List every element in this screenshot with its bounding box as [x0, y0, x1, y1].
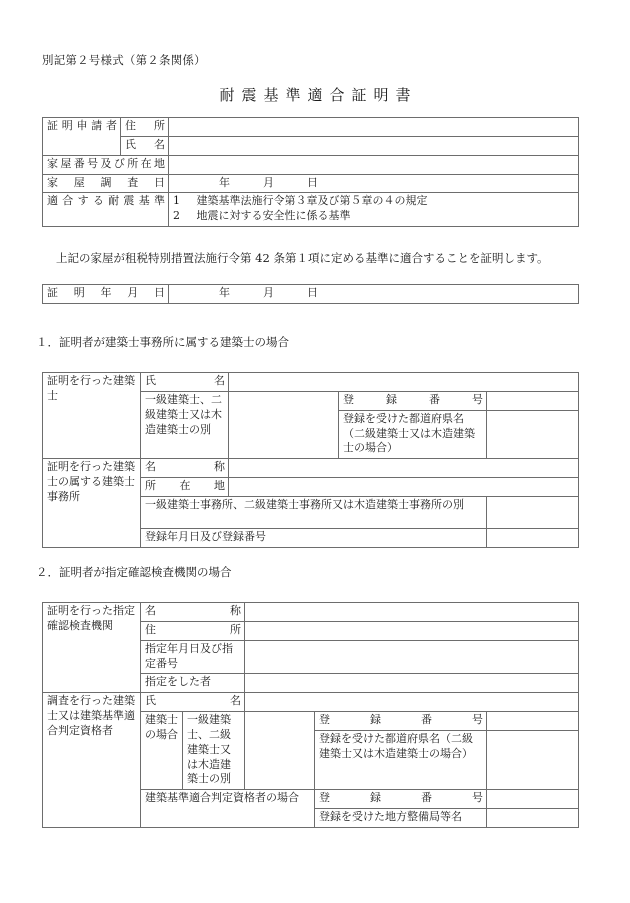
- office-class-label: [141, 496, 487, 528]
- agency-name-label: [141, 603, 245, 622]
- office-registration-label-text: 登録年月日及び登録番号: [145, 529, 266, 543]
- designator-value[interactable]: [245, 674, 579, 693]
- qualified-bureau-value[interactable]: [487, 809, 579, 828]
- office-name-value[interactable]: [229, 459, 579, 478]
- inspector-registration-number-value[interactable]: [487, 712, 579, 731]
- office-address-label-text: 所 在 地: [145, 479, 225, 493]
- architect-registration-number-value[interactable]: [487, 391, 579, 410]
- survey-date-value[interactable]: [169, 174, 579, 193]
- standard-item-1: [173, 194, 575, 209]
- agency-group-label: [43, 603, 141, 693]
- table-row: [43, 193, 579, 227]
- inspector-prefecture-label-text: 登録を受けた都道府県名（二級建築士又は木造建築士の場合）: [319, 731, 473, 760]
- architect-registration-number-label-text: 登録番号: [343, 392, 483, 406]
- designator-label-text: 指定をした者: [145, 675, 211, 689]
- qualified-registration-number-label: [315, 790, 487, 809]
- house-number-value[interactable]: [169, 155, 579, 174]
- form-number: 別記第２号様式（第２条関係）: [42, 53, 206, 67]
- agency-name-value[interactable]: [245, 603, 579, 622]
- agency-name-label-text: 名 称: [145, 604, 241, 617]
- survey-date-label: [43, 174, 169, 193]
- qualified-case-label: [141, 790, 315, 828]
- house-number-label: [43, 155, 169, 174]
- page-title: 耐震基準適合証明書: [219, 86, 418, 104]
- office-registration-label: [141, 528, 487, 547]
- certification-date-value[interactable]: [169, 285, 579, 304]
- designation-label: [141, 640, 245, 674]
- applicant-name-label: [121, 136, 169, 155]
- office-address-value[interactable]: [229, 478, 579, 497]
- architect-prefecture-value[interactable]: [487, 410, 579, 459]
- architect-name-label-text: 氏 名: [145, 374, 225, 387]
- inspector-registration-number-label-text: 登録番号: [319, 713, 483, 727]
- architect-prefecture-label-text: 登録を受けた都道府県名（二級建築士又は木造建築士の場合）: [343, 411, 475, 455]
- inspector-name-label: [141, 693, 245, 712]
- inspector-prefecture-label: [315, 730, 487, 789]
- designator-label: [141, 674, 245, 693]
- applicant-address-label: [121, 118, 169, 137]
- office-class-value[interactable]: [487, 496, 579, 528]
- standard-item-1-number: 1: [173, 194, 180, 208]
- inspector-name-value[interactable]: [245, 693, 579, 712]
- seismic-standard-label-text: 適合する耐震基準: [47, 194, 165, 208]
- table-row: [43, 603, 579, 622]
- architect-class-label: [141, 391, 229, 458]
- designation-value[interactable]: [245, 640, 579, 674]
- office-registration-value[interactable]: [487, 528, 579, 547]
- architect-class-value[interactable]: [229, 391, 339, 458]
- applicant-table: [42, 117, 579, 227]
- agency-address-label: [141, 621, 245, 640]
- architect-table: [42, 372, 579, 548]
- house-number-label-text: 家屋番号及び所在地: [47, 156, 165, 170]
- table-row: [43, 373, 579, 392]
- certification-date-value-text: 年 月 日: [219, 286, 318, 299]
- office-address-label: [141, 478, 229, 497]
- inspector-registration-number-label: [315, 712, 487, 731]
- applicant-label-text: 証明申請者: [47, 119, 117, 132]
- architect-registration-number-label: [339, 391, 487, 410]
- standard-item-2-number: 2: [173, 209, 180, 223]
- inspector-group-label-text: 調査を行った建築士又は建築基準適合判定資格者: [47, 694, 135, 737]
- survey-date-value-text: 年 月 日: [219, 175, 318, 189]
- section-1-heading: １．証明者が建築士事務所に属する建築士の場合: [36, 335, 289, 349]
- table-row: [43, 459, 579, 478]
- certification-date-label: [43, 285, 169, 304]
- architect-name-value[interactable]: [229, 373, 579, 392]
- section-2-heading: ２．証明者が指定確認検査機関の場合: [36, 565, 232, 579]
- inspector-architect-class-label: [183, 712, 245, 790]
- standard-item-2-text: 地震に対する安全性に係る基準: [196, 209, 351, 223]
- standard-item-1-text: 建築基準法施行令第３章及び第５章の４の規定: [196, 194, 428, 208]
- inspector-prefecture-value[interactable]: [487, 730, 579, 789]
- certification-date-table: [42, 284, 579, 304]
- inspector-architect-class-label-text: 一級建築士、二級建築士又は木造建築士の別: [187, 713, 231, 786]
- table-row: [43, 155, 579, 174]
- applicant-name-value[interactable]: [169, 136, 579, 155]
- inspection-body-table: [42, 602, 579, 828]
- table-row: [43, 118, 579, 137]
- survey-date-label-text: 家屋調査日: [47, 175, 165, 189]
- applicant-address-label-text: 住 所: [125, 119, 165, 132]
- qualified-bureau-label: [315, 809, 487, 828]
- table-row: [43, 693, 579, 712]
- qualified-case-label-text: 建築基準適合判定資格者の場合: [145, 791, 299, 805]
- inspector-name-label-text: 氏 名: [145, 694, 241, 708]
- architect-group-label: [43, 373, 141, 459]
- office-group-label-text: 証明を行った建築士の属する建築士事務所: [47, 460, 135, 503]
- designation-label-text: 指定年月日及び指定番号: [145, 641, 233, 670]
- office-name-label: [141, 459, 229, 478]
- architect-case-label: [141, 712, 183, 790]
- office-group-label: [43, 459, 141, 548]
- architect-prefecture-label: [339, 410, 487, 459]
- architect-class-label-text: 一級建築士、二級建築士又は木造建築士の別: [145, 392, 222, 436]
- qualified-bureau-label-text: 登録を受けた地方整備局等名: [319, 810, 462, 824]
- applicant-name-label-text: 氏 名: [125, 137, 165, 151]
- table-row: [43, 285, 579, 304]
- certification-date-label-text: 証明年月日: [47, 286, 165, 299]
- agency-address-label-text: 住 所: [145, 622, 241, 636]
- applicant-label: [43, 118, 121, 156]
- architect-group-label-text: 証明を行った建築士: [47, 374, 135, 402]
- agency-group-label-text: 証明を行った指定確認検査機関: [47, 604, 135, 632]
- architect-name-label: [141, 373, 229, 392]
- architect-case-label-text: 建築士の場合: [145, 713, 178, 741]
- table-row: [43, 136, 579, 155]
- standard-item-2: [173, 209, 575, 224]
- certification-statement: 上記の家屋が租税特別措置法施行令第 42 条第１項に定める基準に適合することを証明します。: [56, 251, 549, 265]
- office-name-label-text: 名 称: [145, 460, 225, 474]
- qualified-registration-number-label-text: 登録番号: [319, 791, 483, 805]
- inspector-group-label: [43, 693, 141, 828]
- inspector-architect-class-value[interactable]: [245, 712, 315, 790]
- qualified-registration-number-value[interactable]: [487, 790, 579, 809]
- seismic-standard-value: [169, 193, 579, 227]
- agency-address-value[interactable]: [245, 621, 579, 640]
- office-class-label-text: 一級建築士事務所、二級建築士事務所又は木造建築士事務所の別: [145, 497, 464, 511]
- table-row: [43, 174, 579, 193]
- seismic-standard-label: [43, 193, 169, 227]
- applicant-address-value[interactable]: [169, 118, 579, 137]
